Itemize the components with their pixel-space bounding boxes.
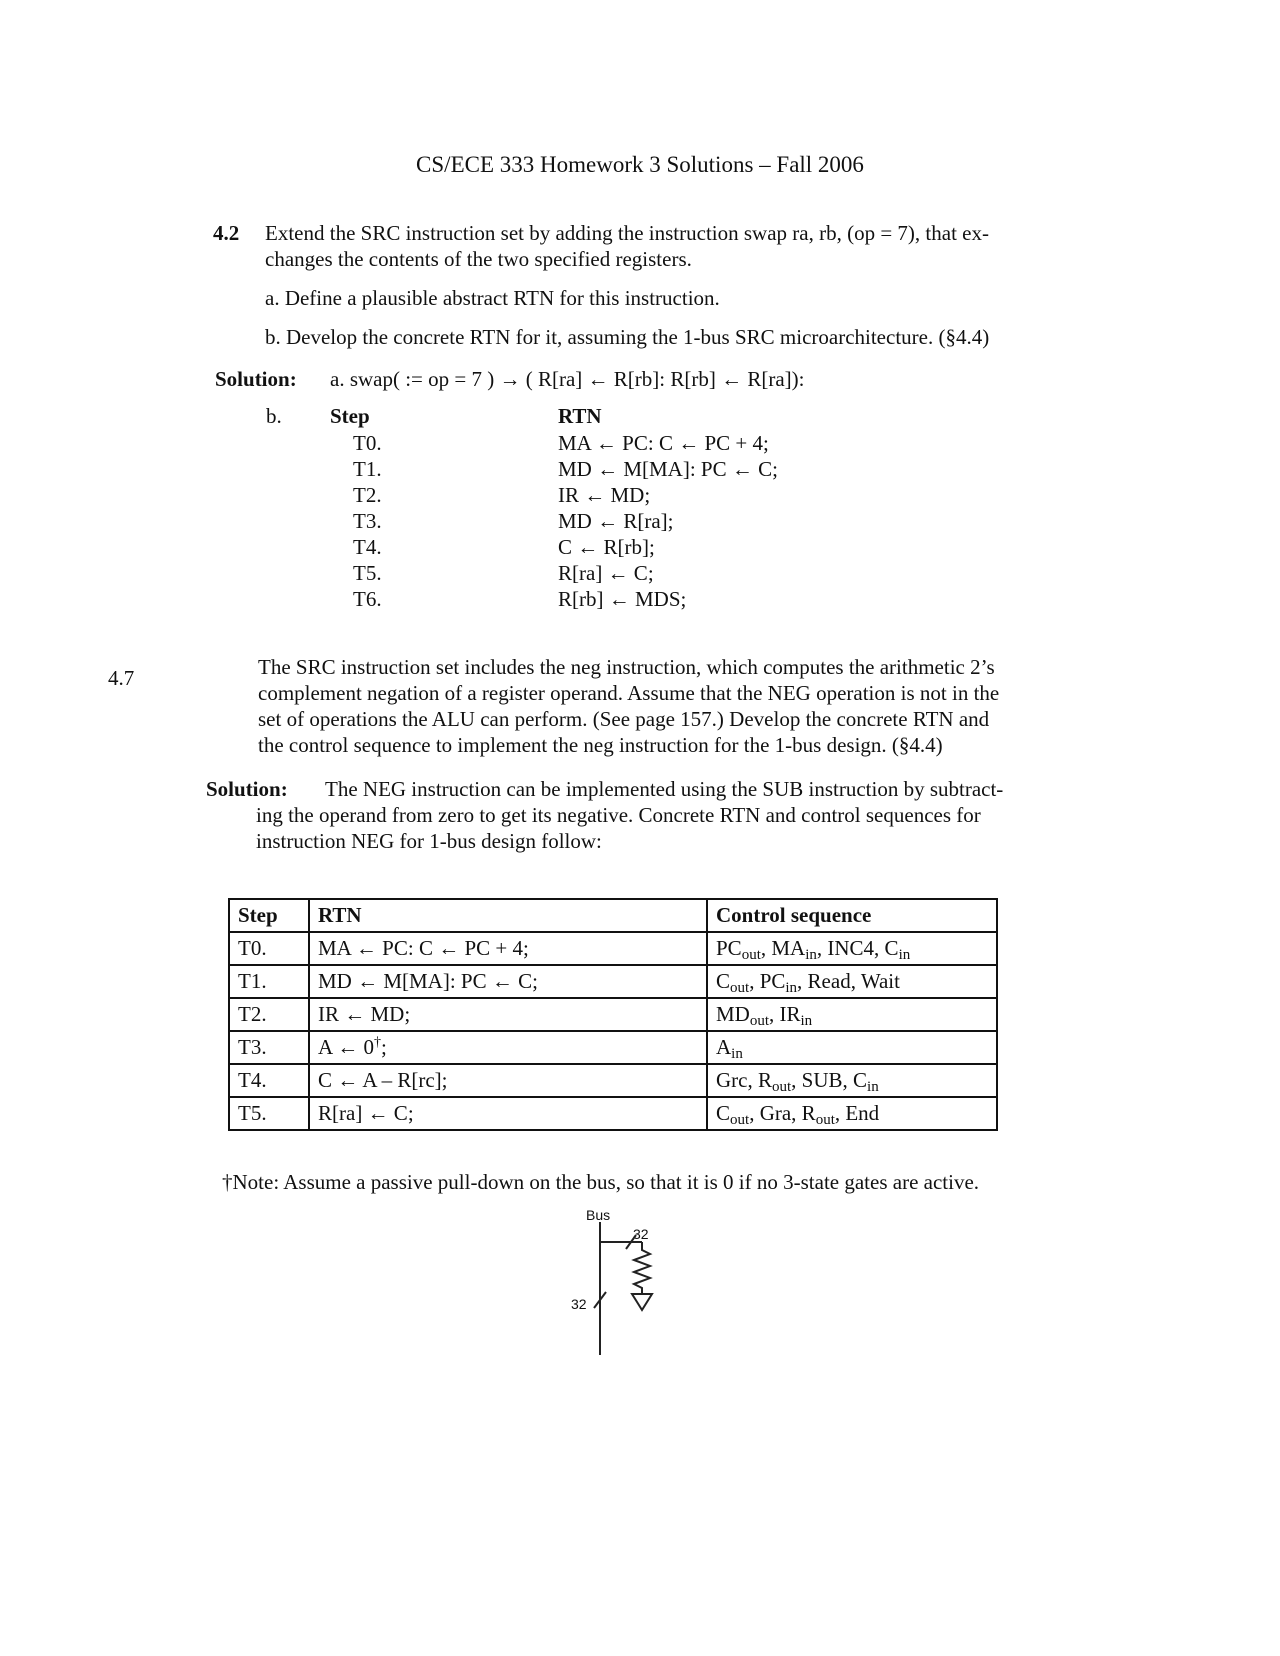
solution-label-4-7: Solution: xyxy=(206,777,288,801)
step-rtn: R[rb] ← MDS; xyxy=(558,587,687,611)
step-label: T1. xyxy=(353,457,382,481)
row-rtn: MA ← PC: C ← PC + 4; xyxy=(309,932,707,965)
row-rtn: R[ra] ← C; xyxy=(309,1097,707,1130)
row-step: T1. xyxy=(229,965,309,998)
ground-symbol xyxy=(632,1294,652,1310)
problem-4-7-statement-line: the control sequence to implement the neg instruction for the 1-bus design. (§4.4) xyxy=(258,733,943,757)
bus-width-top: 32 xyxy=(633,1226,649,1242)
neg-control-table xyxy=(228,898,998,1131)
control-text: , IR xyxy=(769,1002,801,1026)
subscript: out xyxy=(815,1112,835,1128)
row-control xyxy=(707,998,997,1031)
bus-width-left: 32 xyxy=(571,1296,587,1312)
rtn-suffix: ; xyxy=(381,1035,387,1059)
step-rtn: C ← R[rb]; xyxy=(558,535,655,559)
row-rtn xyxy=(309,1031,707,1064)
row-step: T2. xyxy=(229,998,309,1031)
row-control xyxy=(707,932,997,965)
problem-4-2-part-a: a. Define a plausible abstract RTN for this instruction. xyxy=(265,286,720,310)
subscript: out xyxy=(730,1112,750,1128)
bus-label: Bus xyxy=(586,1207,611,1223)
solution-4-7-line2: ing the operand from zero to get its negative. Concrete RTN and control sequences for xyxy=(256,803,981,827)
subscript: out xyxy=(749,1013,770,1029)
step-label: T5. xyxy=(353,561,382,585)
subscript: in xyxy=(731,1046,743,1062)
solution-4-7-line1: The NEG instruction can be implemented using the SUB instruction by subtract- xyxy=(325,777,1004,801)
column-header-rtn: RTN xyxy=(309,899,707,932)
rtn-text: A ← 0 xyxy=(318,1035,375,1059)
step-rtn: MD ← R[ra]; xyxy=(558,509,674,533)
control-text: , End xyxy=(834,1101,880,1125)
row-rtn: IR ← MD; xyxy=(309,998,707,1031)
step-label: T0. xyxy=(353,431,382,455)
solution-4-2-b-label: b. xyxy=(266,404,282,428)
step-rtn: IR ← MD; xyxy=(558,483,651,507)
step-label: T3. xyxy=(353,509,382,533)
problem-4-7-statement-line: set of operations the ALU can perform. (See page 157.) Develop the concrete RTN and xyxy=(258,707,990,731)
row-control xyxy=(707,1097,997,1130)
step-header: Step xyxy=(330,404,370,428)
row-step: T0. xyxy=(229,932,309,965)
step-rtn: MD ← M[MA]: PC ← C; xyxy=(558,457,778,481)
subscript: out xyxy=(730,980,750,996)
subscript: out xyxy=(741,947,761,963)
problem-4-7-statement-line: complement negation of a register operand. Assume that the NEG operation is not in the xyxy=(258,681,1000,705)
step-rtn: MA ← PC: C ← PC + 4; xyxy=(558,431,769,455)
control-text: C xyxy=(716,969,731,993)
control-text: MD xyxy=(716,1002,750,1026)
step-label: T4. xyxy=(353,535,382,559)
solution-4-2-a: a. swap( := op = 7 ) → ( R[ra] ← R[rb]: R[rb] ← R[ra]): xyxy=(330,367,805,391)
footnote: †Note: Assume a passive pull-down on the bus, so that it is 0 if no 3-state gates are active. xyxy=(222,1170,980,1194)
control-text: Grc, R xyxy=(716,1068,772,1092)
problem-4-2-part-b: b. Develop the concrete RTN for it, assuming the 1-bus SRC microarchitecture. (§4.4) xyxy=(265,325,990,349)
problem-number-4-2: 4.2 xyxy=(213,221,240,245)
subscript: in xyxy=(805,947,817,963)
column-header-control-sequence: Control sequence xyxy=(707,899,997,932)
step-label: T2. xyxy=(353,483,382,507)
subscript: in xyxy=(800,1013,813,1029)
table-row xyxy=(229,932,997,965)
dagger-mark: † xyxy=(374,1035,382,1050)
table-row xyxy=(229,998,997,1031)
step-label: T6. xyxy=(353,587,382,611)
row-control xyxy=(707,1031,997,1064)
row-rtn: MD ← M[MA]: PC ← C; xyxy=(309,965,707,998)
control-text: , Read, Wait xyxy=(797,969,900,993)
subscript: out xyxy=(772,1079,792,1095)
resistor-symbol xyxy=(634,1242,650,1294)
solution-4-7-line3: instruction NEG for 1-bus design follow: xyxy=(256,829,602,853)
table-row xyxy=(229,1064,997,1097)
solution-label-4-2: Solution: xyxy=(215,367,297,391)
step-rtn: R[ra] ← C; xyxy=(558,561,654,585)
subscript: in xyxy=(785,980,798,996)
row-step: T5. xyxy=(229,1097,309,1130)
problem-4-2-statement-line2: changes the contents of the two specified registers. xyxy=(265,247,692,271)
row-step: T3. xyxy=(229,1031,309,1064)
control-text: A xyxy=(716,1035,732,1059)
table-row xyxy=(229,1031,997,1064)
control-text: , PC xyxy=(749,969,786,993)
control-text: , Gra, R xyxy=(749,1101,816,1125)
control-text: C xyxy=(716,1101,731,1125)
table-row xyxy=(229,965,997,998)
row-control xyxy=(707,1064,997,1097)
control-text: , MA xyxy=(760,936,806,960)
column-header-step: Step xyxy=(229,899,309,932)
pull-down-diagram xyxy=(570,1222,680,1357)
row-control xyxy=(707,965,997,998)
rtn-header: RTN xyxy=(558,404,602,428)
problem-4-2-statement-line1: Extend the SRC instruction set by adding the instruction swap ra, rb, (op = 7), that ex- xyxy=(265,221,989,245)
problem-4-7-statement-line: The SRC instruction set includes the neg instruction, which computes the arithmetic 2’s xyxy=(258,655,995,679)
row-rtn: C ← A – R[rc]; xyxy=(309,1064,707,1097)
control-text: , INC4, C xyxy=(816,936,899,960)
row-step: T4. xyxy=(229,1064,309,1097)
subscript: in xyxy=(867,1079,879,1095)
subscript: in xyxy=(898,947,911,963)
table-header-row xyxy=(229,899,997,932)
table-row xyxy=(229,1097,997,1130)
problem-number-4-7: 4.7 xyxy=(108,666,135,690)
page-title: CS/ECE 333 Homework 3 Solutions – Fall 2006 xyxy=(416,152,864,177)
control-text: , SUB, C xyxy=(791,1068,868,1092)
control-text: PC xyxy=(716,936,742,960)
